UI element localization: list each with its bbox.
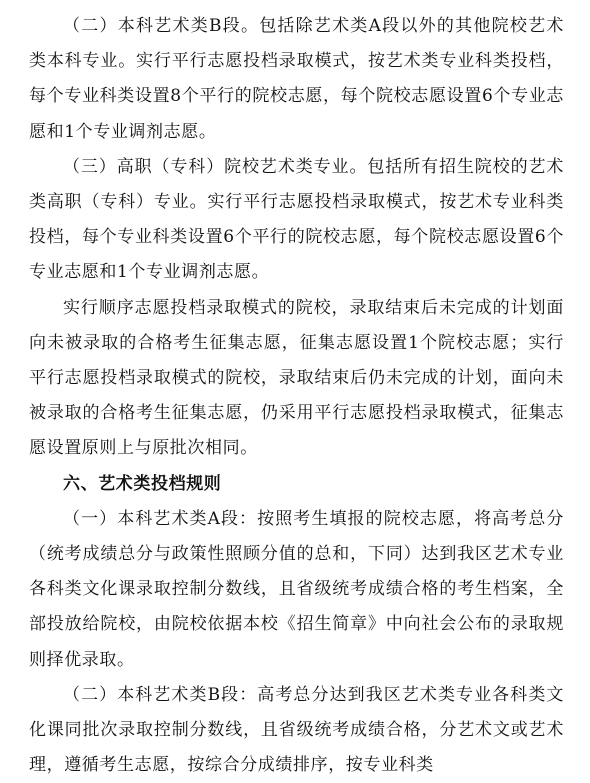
paragraph-art-undergrad-b: （二）本科艺术类B段。包括除艺术类A段以外的其他院校艺术类本科专业。实行平行志愿投档录取模式，按艺术类专业科类投档，每个专业科类设置8个平行的院校志愿，每个院校志愿设置6个专业志愿和1个专业调剂志愿。 [29, 16, 564, 142]
paragraph-rule-a: （一）本科艺术类A段：按照考生填报的院校志愿，将高考总分（统考成绩总分与政策性照顾分值的总和，下同）达到我区艺术专业各科类文化课录取控制分数线，且省级统考成绩合格的考生档案，全部投放给院校，由院校依据本校《招生简章》中向社会公布的录取规则择优录取。 [29, 508, 564, 670]
section-heading: 六、艺术类投档规则 [63, 473, 222, 494]
paragraph-rule-b: （二）本科艺术类B段：高考总分达到我区艺术类专业各科类文化课同批次录取控制分数线，且省级统考成绩合格，分艺术文或艺术理，遵循考生志愿，按综合分成绩排序，按专业科类 [29, 684, 564, 776]
paragraph-solicitation: 实行顺序志愿投档录取模式的院校，录取结束后未完成的计划面向未被录取的合格考生征集志愿，征集志愿设置1个院校志愿；实行平行志愿投档录取模式的院校，录取结束后仍未完成的计划，面向未被录取的合格考生征集志愿，仍采用平行志愿投档录取模式，征集志愿设置原则上与原批次相同。 [29, 297, 564, 459]
paragraph-vocational-art: （三）高职（专科）院校艺术类专业。包括所有招生院校的艺术类高职（专科）专业。实行平行志愿投档录取模式，按艺术专业科类投档，每个专业科类设置6个平行的院校志愿，每个院校志愿设置6个专业志愿和1个专业调剂志愿。 [29, 156, 564, 283]
